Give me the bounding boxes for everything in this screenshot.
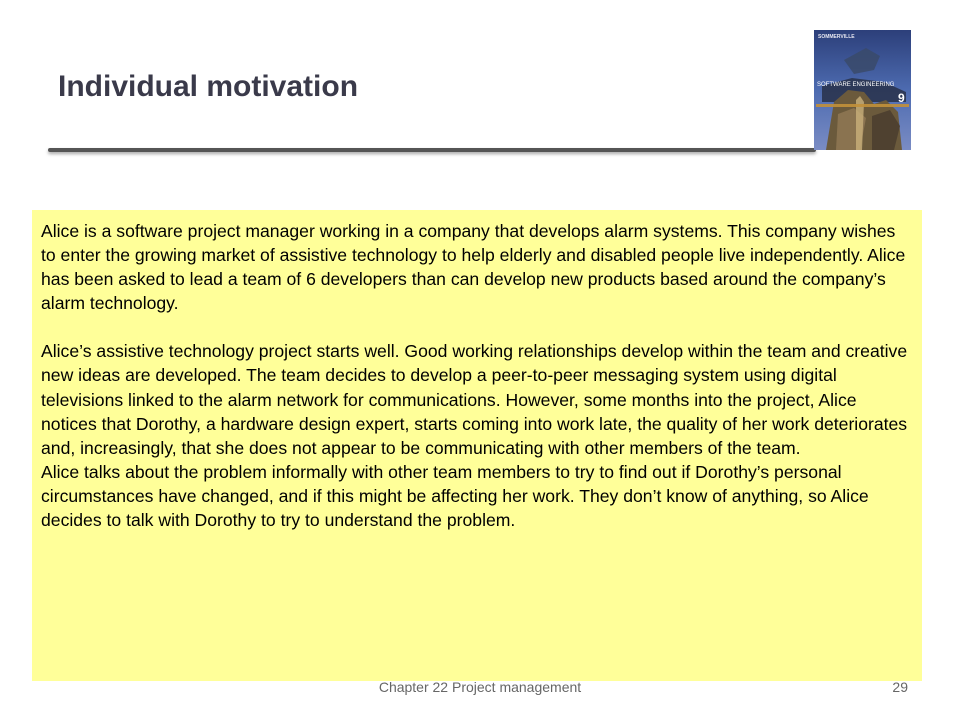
paragraph-project: Alice’s assistive technology project starts well. Good working relationships develop within the team and creative new ideas are developed. The team decides to develop a peer-to-peer messaging system using digital televisions linked to the alarm network for communications. However, some months into the project, Alice notices that Dorothy, a hardware design expert, starts coming into work late, the quality of her work deteriorates and, increasingly, that she does not appear to be communicating with other members of the team. (41, 341, 908, 458)
slide-title: Individual motivation (58, 70, 359, 103)
page-number: 29 (892, 679, 908, 695)
highlighted-text-box (32, 210, 922, 681)
body-text (41, 219, 914, 532)
book-cover-image (814, 30, 911, 150)
footer-chapter-label: Chapter 22 Project management (378, 679, 582, 695)
paragraph-problem: Alice talks about the problem informally with other team members to try to find out if Dorothy’s personal circumstances have changed, and if this might be affecting her work. They don’t know of anything, so Alice decides to talk with Dorothy to try to understand the problem. (41, 461, 869, 531)
title-underline (48, 148, 816, 152)
book-edition-text: 9 (898, 91, 905, 105)
book-author-text: SOMMERVILLE (818, 34, 855, 40)
paragraph-intro: Alice is a software project manager working in a company that develops alarm systems. This company wishes to enter the growing market of assistive technology to help elderly and disabled people live independently. Alice has been asked to lead a team of 6 developers than can develop new products based around the company’s alarm technology. (41, 221, 906, 314)
book-title-text: SOFTWARE ENGINEERING (817, 82, 895, 88)
